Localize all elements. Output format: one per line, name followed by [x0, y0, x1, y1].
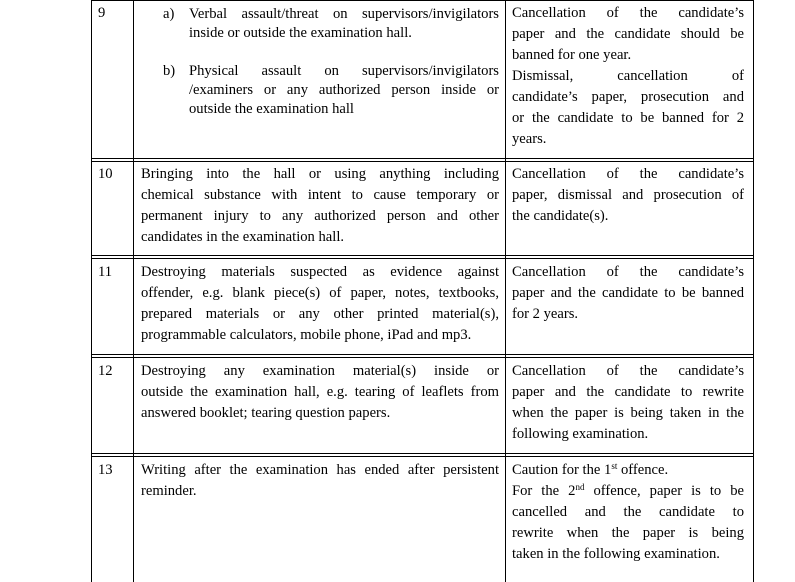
text-line: offender, e.g. blank piece(s) of paper, notes, textbooks, [141, 285, 499, 301]
text-line: Destroying any examination material(s) inside or [141, 363, 499, 379]
text-line [512, 460, 744, 481]
text-segment: For the 2 [512, 483, 576, 499]
offence-description [141, 164, 499, 248]
sub-item-marker: b) [163, 63, 176, 79]
penalty-description [512, 361, 744, 445]
text-line: Cancellation of the candidate’s [512, 363, 744, 379]
offence-description [141, 262, 499, 346]
row-border [91, 354, 754, 355]
row-border [91, 258, 754, 259]
row-border [91, 357, 754, 358]
offence-description [141, 460, 499, 502]
text-line: /examiners or any authorized person inside or [189, 82, 499, 98]
text-line: programmable calculators, mobile phone, iPad and mp3. [141, 327, 472, 343]
text-line: paper and the candidate should be [512, 26, 744, 42]
row-border [91, 158, 754, 159]
offence-sub-item-b [163, 62, 499, 119]
penalty-a [512, 3, 744, 66]
text-line: candidates in the examination hall. [141, 229, 345, 245]
text-line: prepared materials or any other printed material(s), [141, 306, 499, 322]
text-line: when the paper is being taken in the [512, 405, 744, 421]
text-segment: offence. [617, 462, 669, 478]
row-number: 11 [98, 264, 113, 280]
text-line: inside or outside the examination hall. [189, 25, 412, 41]
ordinal-suffix: st [611, 461, 618, 471]
row-border [91, 255, 754, 256]
text-line: cancelled and the candidate to [512, 504, 744, 520]
offence-description [141, 361, 499, 424]
row-border [91, 453, 754, 454]
text-line: Verbal assault/threat on supervisors/invigilators [189, 6, 499, 22]
text-line: paper and the candidate to rewrite [512, 384, 744, 400]
text-line: answered booklet; tearing question papers. [141, 405, 391, 421]
text-line: outside the examination hall [189, 101, 354, 117]
row-number: 10 [98, 166, 113, 182]
text-line: rewrite when the paper is being [512, 525, 744, 541]
text-line: paper and the candidate to be banned [512, 285, 744, 301]
sub-item-marker: a) [163, 6, 175, 22]
column-divider-offence [505, 0, 506, 582]
text-line: for 2 years. [512, 306, 579, 322]
text-line: candidate’s paper, prosecution and [512, 89, 744, 105]
text-line: Cancellation of the candidate’s [512, 5, 744, 21]
row-number: 13 [98, 462, 113, 478]
text-line: paper, dismissal and prosecution of [512, 187, 744, 203]
penalty-description [512, 164, 744, 227]
text-line: Cancellation of the candidate’s [512, 166, 744, 182]
row-number: 12 [98, 363, 113, 379]
text-line: Writing after the examination has ended after persistent [141, 462, 499, 478]
penalty-description [512, 262, 744, 325]
ordinal-suffix: nd [575, 482, 585, 492]
text-line: Physical assault on supervisors/invigilators [189, 63, 499, 79]
text-line [512, 481, 744, 502]
offences-penalties-table [91, 0, 754, 582]
row-number: 9 [98, 5, 106, 21]
text-line: or the candidate to be banned for 2 [512, 110, 744, 126]
text-line: Destroying materials suspected as evidence against [141, 264, 499, 280]
offence-sub-item-a [163, 5, 499, 43]
text-line: reminder. [141, 483, 197, 499]
row-border [91, 456, 754, 457]
row-border [91, 161, 754, 162]
text-line: permanent injury to any authorized person and other [141, 208, 499, 224]
text-line: following examination. [512, 426, 649, 442]
penalty-b [512, 66, 744, 150]
text-line: Cancellation of the candidate’s [512, 264, 744, 280]
column-divider-number [133, 0, 134, 582]
text-line: Bringing into the hall or using anything including [141, 166, 499, 182]
row-border-top [91, 0, 754, 1]
text-line: years. [512, 131, 547, 147]
table-border-left [91, 0, 92, 582]
penalty-description [512, 460, 744, 565]
text-line: chemical substance with intent to cause temporary or [141, 187, 499, 203]
text-line: outside the examination hall, e.g. tearing of leaflets from [141, 384, 499, 400]
text-line: the candidate(s). [512, 208, 609, 224]
text-line: banned for one year. [512, 47, 632, 63]
text-segment: offence, paper is to be [584, 483, 745, 499]
text-line: Dismissal, cancellation of [512, 68, 744, 84]
text-line: taken in the following examination. [512, 546, 720, 562]
table-border-right [753, 0, 754, 582]
text-segment: Caution for the 1 [512, 462, 612, 478]
